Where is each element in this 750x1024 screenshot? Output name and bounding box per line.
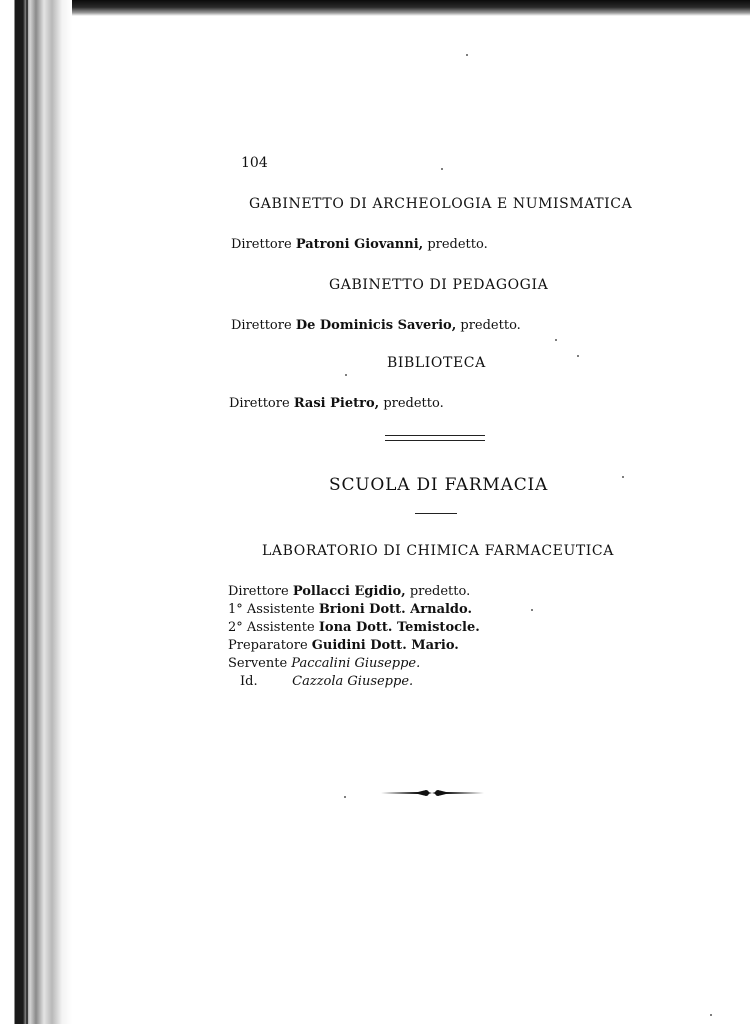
print-speck [466,54,468,56]
person-name: De Dominicis Saverio, [295,318,457,333]
section-heading-biblioteca: BIBLIOTECA [387,355,486,371]
print-speck [345,374,347,376]
person-name: Iona Dott. Temistocle. [318,620,480,635]
role-label: Direttore [229,396,290,411]
print-speck [441,168,443,170]
note-text: predetto. [409,584,471,599]
print-speck [555,339,557,341]
print-speck [344,796,346,798]
role-label: Id. [240,674,258,689]
staff-line [228,674,413,690]
print-speck [531,609,533,611]
role-label: Direttore [228,584,289,599]
section-heading-pedagogia: GABINETTO DI PEDAGOGIA [329,277,549,293]
binding-line [26,0,28,1024]
person-name-italic: Paccalini Giuseppe. [291,656,421,671]
person-name: Rasi Pietro, [293,396,380,411]
role-label: 2° Assistente [228,620,315,635]
staff-line [228,656,420,672]
role-label: 1° Assistente [228,602,315,617]
role-label: Direttore [231,237,292,252]
lab-heading: LABORATORIO DI CHIMICA FARMACEUTICA [262,543,614,559]
person-name: Pollacci Egidio, [292,584,406,599]
section-heading-archeologia: GABINETTO DI ARCHEOLOGIA E NUMISMATICA [249,196,633,212]
staff-line [228,638,459,654]
role-label: Direttore [231,318,292,333]
director-line-pedagogia [231,318,521,334]
page-number: 104 [241,155,268,171]
print-speck [710,1014,712,1016]
staff-line [228,620,480,636]
note-text: predetto. [427,237,488,252]
role-label: Preparatore [228,638,308,653]
person-name: Brioni Dott. Arnaldo. [318,602,472,617]
short-rule-divider [415,513,457,514]
note-text: predetto. [383,396,444,411]
director-line-biblioteca [229,396,444,412]
director-line-archeologia [231,237,488,253]
book-binding [0,0,72,1024]
print-speck [577,355,579,357]
role-label: Servente [228,656,288,671]
closing-ornament [380,786,484,800]
person-name: Patroni Giovanni, [295,237,424,252]
staff-line [228,584,470,600]
note-text: predetto. [460,318,521,333]
school-title: SCUOLA DI FARMACIA [329,475,549,495]
print-speck [622,476,624,478]
staff-line [228,602,472,618]
page-top-edge [0,0,750,16]
person-name: Guidini Dott. Mario. [311,638,459,653]
double-rule-divider [385,435,485,441]
person-name-italic: Cazzola Giuseppe. [292,674,414,689]
